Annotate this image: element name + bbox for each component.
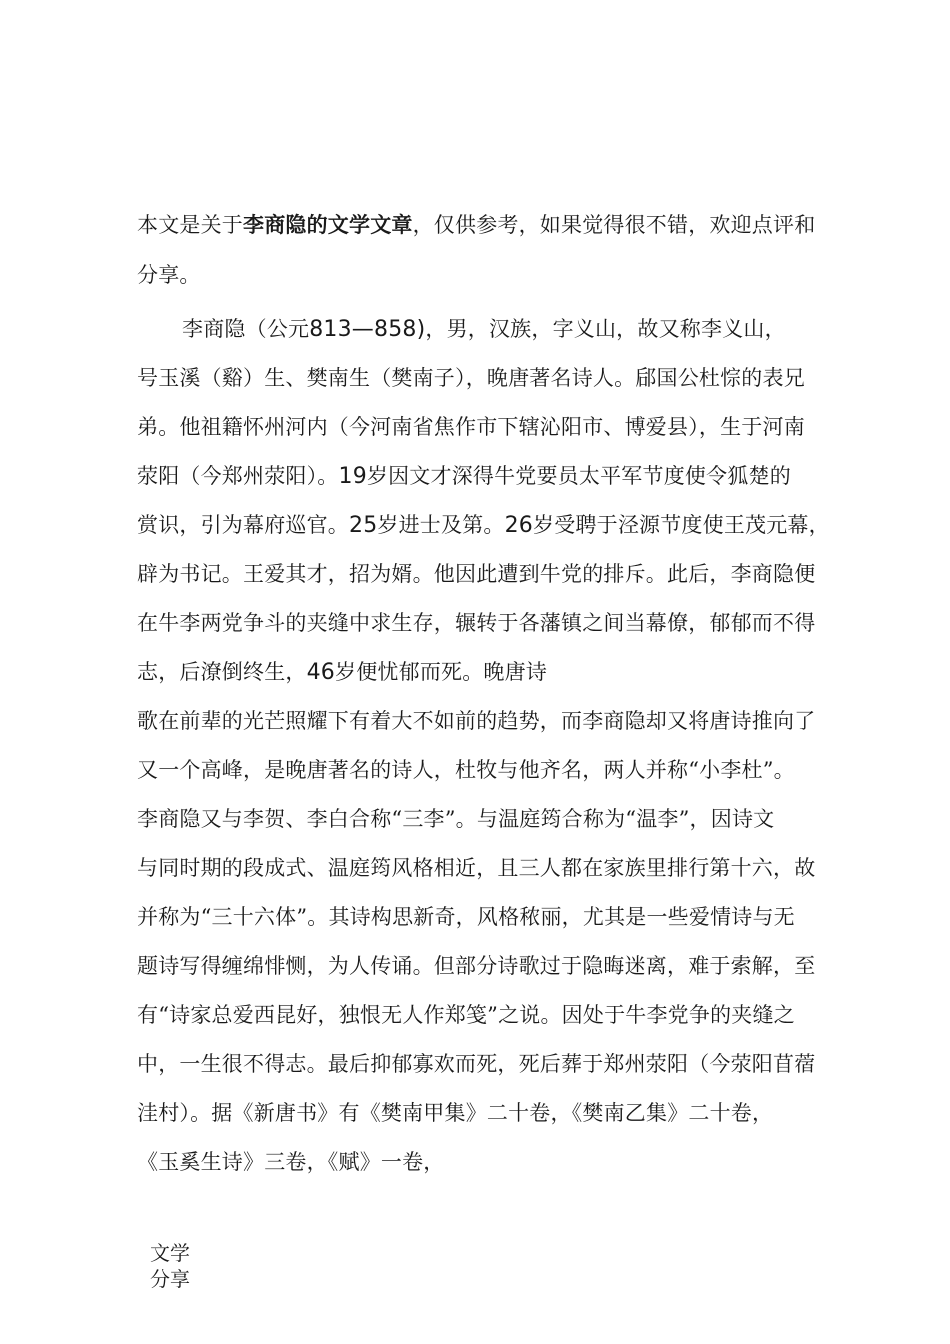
intro-prefix: 本文是关于 — [137, 213, 243, 237]
body-line: 号玉溪（谿）生、樊南生（樊南子），晚唐著名诗人。郈国公杜悰的表兄 — [137, 366, 805, 390]
text-segment: 岁进士及第。 — [377, 513, 505, 537]
body-line: 歌在前辈的光芒照耀下有着大不如前的趋势，而李商隐却又将唐诗推向了 — [137, 709, 816, 733]
body-line: 又一个高峰，是晚唐著名的诗人，杜牧与他齐名，两人并称“小李杜”。 — [137, 758, 795, 782]
age-number: 46 — [306, 660, 336, 685]
body-line: 并称为“三十六体”。其诗构思新奇，风格秾丽，尤其是一些爱情诗与无 — [137, 905, 795, 929]
age-number: 26 — [504, 513, 534, 538]
body-line: 中，一生很不得志。最后抑郁寡欢而死，死后葬于郑州荥阳（今荥阳苜蓿 — [137, 1052, 816, 1076]
body-line: 与同时期的段成式、温庭筠风格相近，且三人都在家族里排行第十六，故 — [137, 856, 816, 880]
body-line: 有“诗家总爱西昆好，独恨无人作郑笺”之说。因处于牛李党争的夹缝之 — [137, 1003, 795, 1027]
body-line: 洼村）。据《新唐书》有《樊南甲集》二十卷，《樊南乙集》二十卷， — [137, 1101, 774, 1125]
body-line: 辟为书记。王爱其才，招为婿。他因此遭到牛党的排斥。此后，李商隐便 — [137, 562, 816, 586]
footer-line-1: 文学 — [150, 1241, 190, 1265]
intro-line-2: 分享。 — [137, 263, 201, 287]
body-line — [137, 657, 827, 688]
text-segment: 岁便忧郁而死。晚唐诗 — [335, 660, 548, 684]
age-number: 19 — [338, 464, 367, 489]
footer-label — [150, 1240, 190, 1292]
text-segment: 李商隐（公元 — [182, 317, 310, 341]
text-segment: 岁受聘于泾源节度使王茂元幕， — [533, 513, 830, 537]
intro-line-1 — [137, 210, 827, 240]
text-segment: 岁因文才深得牛党要员太平军节度使令狐楚的 — [366, 464, 791, 488]
body-line: 题诗写得缠绵悱恻，为人传诵。但部分诗歌过于隐晦迷离，难于索解，至 — [137, 954, 816, 978]
intro-title-bold: 李商隐的文学文章 — [243, 212, 413, 237]
text-segment: 荥阳（今郑州荥阳）。 — [137, 464, 339, 488]
text-segment: 赏识，引为幕府巡官。 — [137, 513, 349, 537]
footer-line-2: 分享 — [150, 1267, 190, 1291]
text-segment: ，男，汉族，字义山，故又称李义山， — [425, 317, 786, 341]
body-line: 《玉奚生诗》三卷，《赋》一卷， — [137, 1150, 445, 1174]
body-line: 弟。他祖籍怀州河内（今河南省焦作市下辖沁阳市、博爱县），生于河南 — [137, 415, 805, 439]
body-line: 在牛李两党争斗的夹缝中求生存，辗转于各藩镇之间当幕僚，郁郁而不得 — [137, 611, 816, 635]
year-range: 813—858) — [309, 317, 426, 342]
body-line — [137, 461, 827, 492]
intro-suffix: ，仅供参考，如果觉得很不错，欢迎点评和 — [412, 213, 816, 237]
age-number: 25 — [349, 513, 378, 538]
text-segment: 志，后潦倒终生， — [137, 660, 307, 684]
body-line — [182, 314, 872, 345]
body-line — [137, 510, 830, 541]
body-line: 李商隐又与李贺、李白合称“三李”。与温庭筠合称为“温李”，因诗文 — [137, 807, 775, 831]
